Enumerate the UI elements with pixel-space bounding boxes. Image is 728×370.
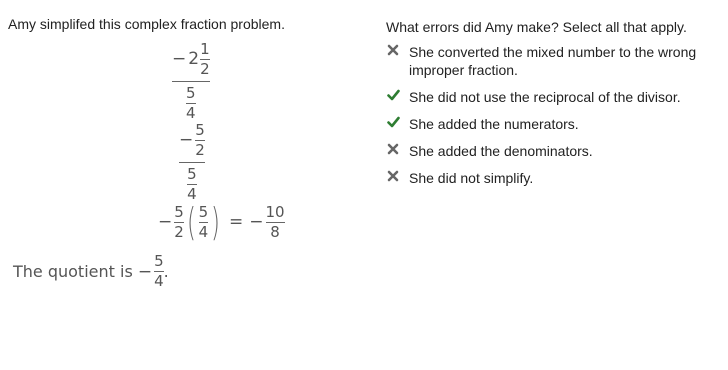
mixed-whole: 2 [188,49,200,69]
answer-options [387,43,722,196]
question-text: What errors did Amy make? Select all that apply. [386,19,687,35]
math-step-1: − 2 $\frac{1}{2}$ $\frac{5}{4}$ [172,40,210,122]
option-4[interactable]: She added the denominators. [387,142,722,160]
prompt-text: Amy simplifed this complex fraction problem. [8,16,285,32]
math-step-3: − $\frac{5}{2}$ ( $\frac{5}{4}$ ) = − $\frac{10}{8}$ [158,200,285,244]
check-icon [387,115,409,128]
x-icon [387,142,409,155]
right-paren: ) [211,200,221,244]
option-1[interactable]: She converted the mixed number to the wrong improper fraction. [387,43,722,79]
left-paren: ( [186,200,196,244]
x-icon [387,43,409,56]
quotient-statement: The quotient is − $\frac{5}{4}$ . [13,252,169,290]
option-5[interactable]: She did not simplify. [387,169,722,187]
option-3[interactable]: She added the numerators. [387,115,722,133]
option-2[interactable]: She did not use the reciprocal of the divisor. [387,88,722,106]
check-icon [387,88,409,101]
x-icon [387,169,409,182]
math-step-2: − $\frac{5}{2}$ $\frac{5}{4}$ [179,121,205,203]
